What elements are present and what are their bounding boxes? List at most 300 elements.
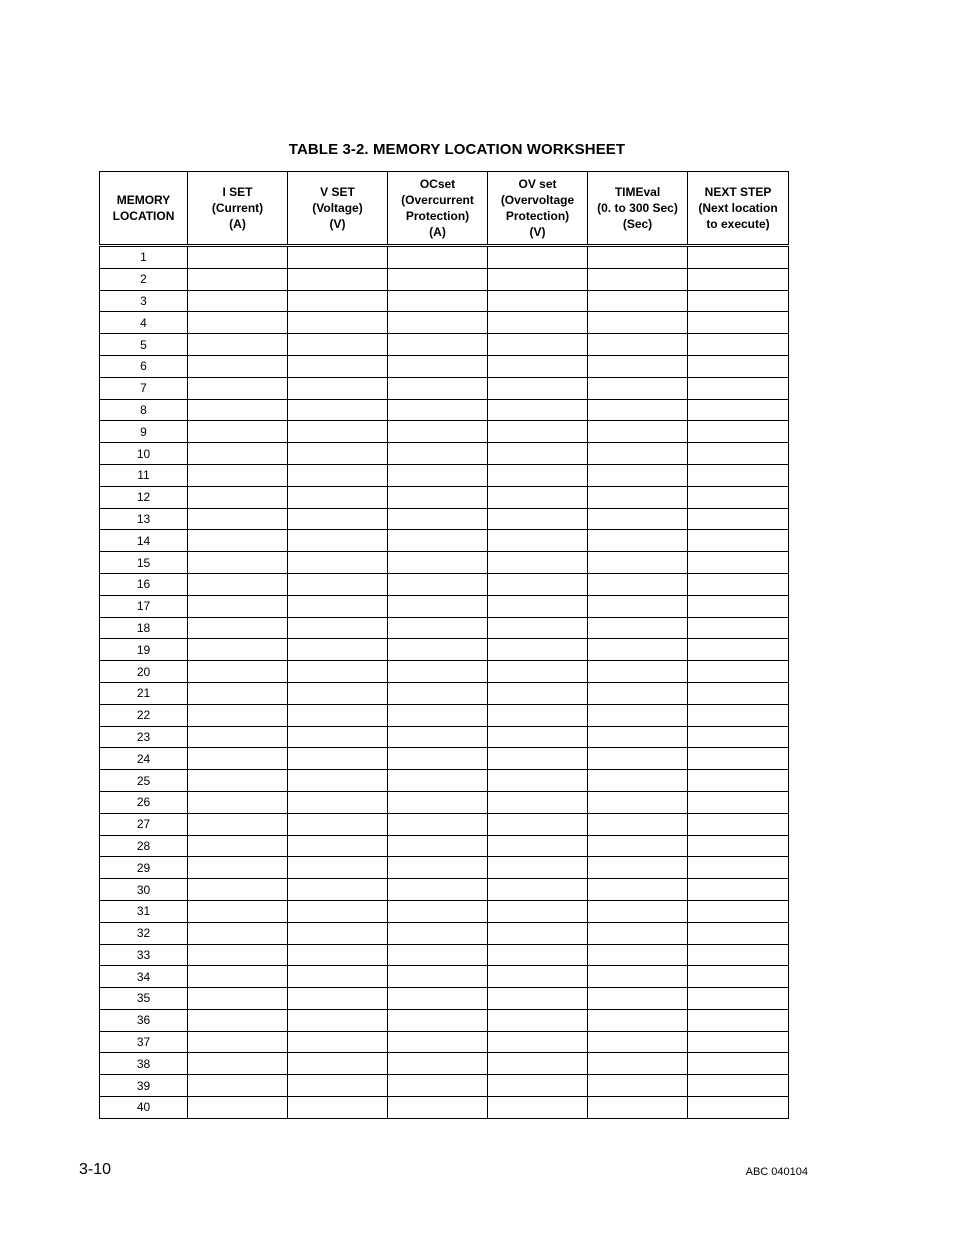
entry-cell[interactable] [488, 508, 588, 530]
memory-location-cell: 25 [100, 770, 188, 792]
memory-location-cell: 10 [100, 443, 188, 465]
memory-location-cell: 27 [100, 813, 188, 835]
entry-cell[interactable] [388, 377, 488, 399]
memory-location-cell: 8 [100, 399, 188, 421]
entry-cell[interactable] [488, 682, 588, 704]
entry-cell[interactable] [388, 770, 488, 792]
entry-cell[interactable] [488, 1053, 588, 1075]
entry-cell[interactable] [588, 421, 688, 443]
entry-cell[interactable] [688, 879, 789, 901]
entry-cell[interactable] [288, 900, 388, 922]
entry-cell[interactable] [388, 464, 488, 486]
column-header-line: OCset [419, 177, 456, 191]
entry-cell[interactable] [488, 377, 588, 399]
entry-cell[interactable] [488, 595, 588, 617]
memory-location-cell: 20 [100, 661, 188, 683]
entry-cell[interactable] [188, 770, 288, 792]
entry-cell[interactable] [288, 1031, 388, 1053]
entry-cell[interactable] [588, 377, 688, 399]
memory-location-cell: 5 [100, 334, 188, 356]
entry-cell[interactable] [488, 246, 588, 269]
entry-cell[interactable] [688, 443, 789, 465]
entry-cell[interactable] [688, 399, 789, 421]
entry-cell[interactable] [688, 1097, 789, 1119]
table-row [100, 726, 789, 748]
entry-cell[interactable] [588, 879, 688, 901]
entry-cell[interactable] [588, 966, 688, 988]
entry-cell[interactable] [388, 508, 488, 530]
entry-cell[interactable] [688, 1053, 789, 1075]
entry-cell[interactable] [488, 268, 588, 290]
entry-cell[interactable] [588, 835, 688, 857]
entry-cell[interactable] [388, 1075, 488, 1097]
entry-cell[interactable] [488, 857, 588, 879]
entry-cell[interactable] [488, 661, 588, 683]
entry-cell[interactable] [188, 573, 288, 595]
entry-cell[interactable] [688, 966, 789, 988]
memory-location-cell: 4 [100, 312, 188, 334]
memory-location-cell: 22 [100, 704, 188, 726]
entry-cell[interactable] [188, 813, 288, 835]
memory-location-cell: 17 [100, 595, 188, 617]
entry-cell[interactable] [288, 813, 388, 835]
entry-cell[interactable] [388, 1053, 488, 1075]
entry-cell[interactable] [588, 1031, 688, 1053]
entry-cell[interactable] [288, 377, 388, 399]
entry-cell[interactable] [588, 1075, 688, 1097]
entry-cell[interactable] [188, 791, 288, 813]
table-row [100, 770, 789, 792]
memory-location-cell: 33 [100, 944, 188, 966]
entry-cell[interactable] [288, 508, 388, 530]
entry-cell[interactable] [288, 857, 388, 879]
entry-cell[interactable] [688, 944, 789, 966]
entry-cell[interactable] [488, 312, 588, 334]
entry-cell[interactable] [388, 704, 488, 726]
entry-cell[interactable] [188, 355, 288, 377]
table-row [100, 748, 789, 770]
entry-cell[interactable] [488, 421, 588, 443]
entry-cell[interactable] [688, 334, 789, 356]
entry-cell[interactable] [388, 399, 488, 421]
entry-cell[interactable] [588, 988, 688, 1010]
entry-cell[interactable] [288, 421, 388, 443]
entry-cell[interactable] [388, 268, 488, 290]
entry-cell[interactable] [488, 900, 588, 922]
entry-cell[interactable] [288, 355, 388, 377]
entry-cell[interactable] [488, 988, 588, 1010]
entry-cell[interactable] [488, 1031, 588, 1053]
table-row [100, 966, 789, 988]
entry-cell[interactable] [588, 944, 688, 966]
entry-cell[interactable] [388, 486, 488, 508]
entry-cell[interactable] [588, 530, 688, 552]
entry-cell[interactable] [488, 573, 588, 595]
entry-cell[interactable] [188, 900, 288, 922]
entry-cell[interactable] [188, 988, 288, 1010]
entry-cell[interactable] [688, 726, 789, 748]
entry-cell[interactable] [588, 508, 688, 530]
entry-cell[interactable] [288, 486, 388, 508]
entry-cell[interactable] [688, 682, 789, 704]
entry-cell[interactable] [488, 1009, 588, 1031]
entry-cell[interactable] [488, 552, 588, 574]
entry-cell[interactable] [688, 573, 789, 595]
entry-cell[interactable] [288, 1009, 388, 1031]
entry-cell[interactable] [288, 246, 388, 269]
memory-location-cell: 13 [100, 508, 188, 530]
entry-cell[interactable] [188, 682, 288, 704]
column-header [388, 172, 488, 246]
entry-cell[interactable] [488, 464, 588, 486]
entry-cell[interactable] [288, 334, 388, 356]
entry-cell[interactable] [188, 334, 288, 356]
entry-cell[interactable] [688, 1009, 789, 1031]
entry-cell[interactable] [288, 268, 388, 290]
entry-cell[interactable] [688, 835, 789, 857]
entry-cell[interactable] [588, 595, 688, 617]
entry-cell[interactable] [188, 639, 288, 661]
entry-cell[interactable] [188, 508, 288, 530]
entry-cell[interactable] [688, 813, 789, 835]
entry-cell[interactable] [288, 1075, 388, 1097]
memory-location-cell: 29 [100, 857, 188, 879]
memory-location-cell: 1 [100, 246, 188, 269]
entry-cell[interactable] [188, 1031, 288, 1053]
table-row [100, 290, 789, 312]
entry-cell[interactable] [588, 770, 688, 792]
entry-cell[interactable] [688, 639, 789, 661]
entry-cell[interactable] [588, 857, 688, 879]
memory-location-cell: 6 [100, 355, 188, 377]
entry-cell[interactable] [188, 530, 288, 552]
entry-cell[interactable] [188, 1053, 288, 1075]
entry-cell[interactable] [688, 530, 789, 552]
entry-cell[interactable] [288, 726, 388, 748]
entry-cell[interactable] [188, 290, 288, 312]
entry-cell[interactable] [588, 334, 688, 356]
entry-cell[interactable] [288, 399, 388, 421]
entry-cell[interactable] [688, 900, 789, 922]
column-header-line: I SET [222, 185, 253, 199]
memory-location-cell: 14 [100, 530, 188, 552]
entry-cell[interactable] [388, 748, 488, 770]
entry-cell[interactable] [488, 486, 588, 508]
entry-cell[interactable] [188, 966, 288, 988]
entry-cell[interactable] [488, 748, 588, 770]
memory-location-cell: 3 [100, 290, 188, 312]
entry-cell[interactable] [488, 791, 588, 813]
entry-cell[interactable] [488, 1097, 588, 1119]
entry-cell[interactable] [588, 639, 688, 661]
entry-cell[interactable] [188, 464, 288, 486]
entry-cell[interactable] [188, 1097, 288, 1119]
entry-cell[interactable] [388, 813, 488, 835]
entry-cell[interactable] [588, 922, 688, 944]
entry-cell[interactable] [588, 1009, 688, 1031]
entry-cell[interactable] [188, 399, 288, 421]
entry-cell[interactable] [388, 726, 488, 748]
entry-cell[interactable] [388, 530, 488, 552]
entry-cell[interactable] [688, 857, 789, 879]
table-row [100, 1009, 789, 1031]
page-number: 3-10 [79, 1161, 112, 1178]
column-header-line: (0. to 300 Sec) [597, 201, 678, 215]
table-row [100, 879, 789, 901]
entry-cell[interactable] [488, 835, 588, 857]
entry-cell[interactable] [188, 421, 288, 443]
entry-cell[interactable] [288, 748, 388, 770]
entry-cell[interactable] [688, 922, 789, 944]
entry-cell[interactable] [488, 770, 588, 792]
entry-cell[interactable] [288, 988, 388, 1010]
entry-cell[interactable] [588, 704, 688, 726]
entry-cell[interactable] [388, 421, 488, 443]
entry-cell[interactable] [288, 530, 388, 552]
entry-cell[interactable] [688, 1075, 789, 1097]
entry-cell[interactable] [288, 464, 388, 486]
memory-location-cell: 37 [100, 1031, 188, 1053]
entry-cell[interactable] [288, 835, 388, 857]
table-row [100, 944, 789, 966]
table-row [100, 552, 789, 574]
entry-cell[interactable] [388, 355, 488, 377]
entry-cell[interactable] [588, 246, 688, 269]
entry-cell[interactable] [488, 813, 588, 835]
entry-cell[interactable] [588, 661, 688, 683]
entry-cell[interactable] [388, 944, 488, 966]
entry-cell[interactable] [688, 791, 789, 813]
entry-cell[interactable] [488, 639, 588, 661]
entry-cell[interactable] [288, 922, 388, 944]
entry-cell[interactable] [388, 879, 488, 901]
entry-cell[interactable] [488, 399, 588, 421]
entry-cell[interactable] [388, 857, 488, 879]
entry-cell[interactable] [188, 661, 288, 683]
entry-cell[interactable] [488, 334, 588, 356]
memory-location-cell: 34 [100, 966, 188, 988]
entry-cell[interactable] [588, 552, 688, 574]
memory-location-cell: 12 [100, 486, 188, 508]
column-header-line: (Sec) [622, 217, 653, 231]
table-row [100, 988, 789, 1010]
entry-cell[interactable] [488, 290, 588, 312]
entry-cell[interactable] [188, 835, 288, 857]
entry-cell[interactable] [288, 770, 388, 792]
table-row [100, 486, 789, 508]
entry-cell[interactable] [288, 1097, 388, 1119]
entry-cell[interactable] [588, 748, 688, 770]
entry-cell[interactable] [488, 944, 588, 966]
entry-cell[interactable] [388, 312, 488, 334]
entry-cell[interactable] [288, 791, 388, 813]
entry-cell[interactable] [188, 486, 288, 508]
entry-cell[interactable] [188, 879, 288, 901]
entry-cell[interactable] [588, 682, 688, 704]
entry-cell[interactable] [588, 726, 688, 748]
entry-cell[interactable] [688, 312, 789, 334]
entry-cell[interactable] [388, 900, 488, 922]
column-header-line: (Next location [698, 201, 778, 215]
entry-cell[interactable] [688, 595, 789, 617]
entry-cell[interactable] [388, 835, 488, 857]
entry-cell[interactable] [288, 661, 388, 683]
entry-cell[interactable] [488, 966, 588, 988]
entry-cell[interactable] [588, 791, 688, 813]
entry-cell[interactable] [288, 639, 388, 661]
entry-cell[interactable] [688, 246, 789, 269]
entry-cell[interactable] [588, 290, 688, 312]
entry-cell[interactable] [188, 443, 288, 465]
memory-location-worksheet [99, 171, 789, 1119]
entry-cell[interactable] [188, 268, 288, 290]
entry-cell[interactable] [388, 791, 488, 813]
entry-cell[interactable] [588, 355, 688, 377]
entry-cell[interactable] [388, 1009, 488, 1031]
entry-cell[interactable] [588, 813, 688, 835]
entry-cell[interactable] [388, 661, 488, 683]
entry-cell[interactable] [688, 290, 789, 312]
entry-cell[interactable] [288, 573, 388, 595]
column-header-line: (A) [229, 217, 246, 231]
entry-cell[interactable] [388, 246, 488, 269]
entry-cell[interactable] [588, 464, 688, 486]
entry-cell[interactable] [488, 617, 588, 639]
table-row [100, 508, 789, 530]
memory-location-cell: 35 [100, 988, 188, 1010]
entry-cell[interactable] [188, 552, 288, 574]
entry-cell[interactable] [688, 704, 789, 726]
entry-cell[interactable] [488, 355, 588, 377]
memory-location-cell: 11 [100, 464, 188, 486]
entry-cell[interactable] [188, 312, 288, 334]
entry-cell[interactable] [688, 661, 789, 683]
entry-cell[interactable] [388, 334, 488, 356]
entry-cell[interactable] [188, 246, 288, 269]
memory-location-cell: 39 [100, 1075, 188, 1097]
entry-cell[interactable] [688, 748, 789, 770]
entry-cell[interactable] [288, 443, 388, 465]
column-header-line: (Overcurrent [401, 193, 474, 207]
entry-cell[interactable] [588, 486, 688, 508]
entry-cell[interactable] [388, 443, 488, 465]
table-row [100, 1075, 789, 1097]
entry-cell[interactable] [388, 617, 488, 639]
entry-cell[interactable] [288, 704, 388, 726]
entry-cell[interactable] [688, 464, 789, 486]
entry-cell[interactable] [588, 443, 688, 465]
entry-cell[interactable] [688, 988, 789, 1010]
entry-cell[interactable] [588, 268, 688, 290]
entry-cell[interactable] [288, 595, 388, 617]
entry-cell[interactable] [388, 552, 488, 574]
entry-cell[interactable] [188, 857, 288, 879]
entry-cell[interactable] [188, 726, 288, 748]
entry-cell[interactable] [188, 377, 288, 399]
entry-cell[interactable] [188, 922, 288, 944]
entry-cell[interactable] [588, 312, 688, 334]
entry-cell[interactable] [388, 573, 488, 595]
entry-cell[interactable] [388, 639, 488, 661]
entry-cell[interactable] [388, 290, 488, 312]
entry-cell[interactable] [388, 682, 488, 704]
entry-cell[interactable] [588, 1097, 688, 1119]
entry-cell[interactable] [488, 530, 588, 552]
entry-cell[interactable] [288, 1053, 388, 1075]
memory-location-cell: 26 [100, 791, 188, 813]
entry-cell[interactable] [288, 617, 388, 639]
entry-cell[interactable] [288, 552, 388, 574]
entry-cell[interactable] [588, 573, 688, 595]
table-row [100, 530, 789, 552]
memory-location-cell: 32 [100, 922, 188, 944]
table-row [100, 1097, 789, 1119]
entry-cell[interactable] [688, 552, 789, 574]
entry-cell[interactable] [488, 1075, 588, 1097]
entry-cell[interactable] [388, 966, 488, 988]
memory-location-cell: 40 [100, 1097, 188, 1119]
memory-location-cell: 38 [100, 1053, 188, 1075]
column-header-line: OV set [518, 177, 557, 191]
entry-cell[interactable] [688, 268, 789, 290]
column-header [100, 172, 188, 246]
entry-cell[interactable] [588, 900, 688, 922]
entry-cell[interactable] [288, 966, 388, 988]
entry-cell[interactable] [388, 922, 488, 944]
entry-cell[interactable] [488, 704, 588, 726]
entry-cell[interactable] [488, 726, 588, 748]
column-header-line: Protection) [505, 209, 570, 223]
entry-cell[interactable] [388, 1097, 488, 1119]
column-header-line: TIMEval [614, 185, 661, 199]
document-code: ABC 040104 [745, 1166, 808, 1178]
entry-cell[interactable] [688, 486, 789, 508]
memory-location-cell: 2 [100, 268, 188, 290]
entry-cell[interactable] [688, 355, 789, 377]
table-row [100, 900, 789, 922]
entry-cell[interactable] [488, 443, 588, 465]
entry-cell[interactable] [688, 508, 789, 530]
table-title: TABLE 3-2. MEMORY LOCATION WORKSHEET [288, 141, 626, 158]
entry-cell[interactable] [688, 617, 789, 639]
entry-cell[interactable] [688, 1031, 789, 1053]
entry-cell[interactable] [188, 595, 288, 617]
entry-cell[interactable] [388, 595, 488, 617]
entry-cell[interactable] [388, 1031, 488, 1053]
entry-cell[interactable] [188, 1009, 288, 1031]
entry-cell[interactable] [288, 879, 388, 901]
entry-cell[interactable] [288, 682, 388, 704]
entry-cell[interactable] [588, 1053, 688, 1075]
entry-cell[interactable] [188, 704, 288, 726]
table-row [100, 1031, 789, 1053]
entry-cell[interactable] [588, 399, 688, 421]
entry-cell[interactable] [688, 770, 789, 792]
entry-cell[interactable] [288, 944, 388, 966]
entry-cell[interactable] [388, 988, 488, 1010]
entry-cell[interactable] [288, 290, 388, 312]
entry-cell[interactable] [188, 748, 288, 770]
entry-cell[interactable] [688, 421, 789, 443]
entry-cell[interactable] [188, 944, 288, 966]
entry-cell[interactable] [588, 617, 688, 639]
entry-cell[interactable] [488, 879, 588, 901]
entry-cell[interactable] [288, 312, 388, 334]
entry-cell[interactable] [188, 617, 288, 639]
entry-cell[interactable] [488, 922, 588, 944]
entry-cell[interactable] [188, 1075, 288, 1097]
entry-cell[interactable] [688, 377, 789, 399]
